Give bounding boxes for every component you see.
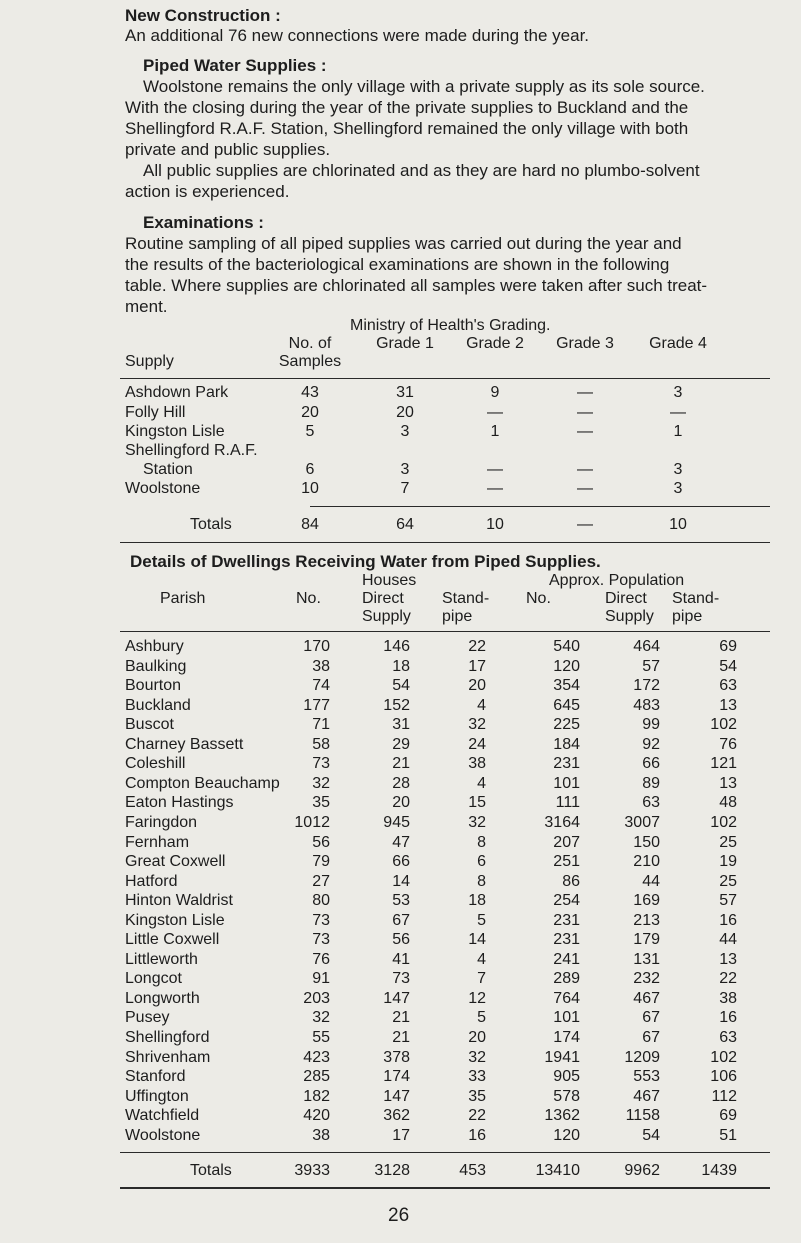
t2-cell-pop-direct: 66	[642, 755, 660, 773]
t2-cell-pop-direct: 467	[633, 989, 660, 1007]
t2-cell-no: 74	[312, 677, 330, 695]
t2-cell-stand: 5	[477, 1009, 486, 1027]
t1-cell-g1: 3	[400, 423, 410, 440]
t2-cell-pop-no: 3164	[544, 813, 580, 831]
t1-cell-samples: 43	[301, 384, 319, 401]
dwellings-table-title: Details of Dwellings Receiving Water from Piped Supplies.	[130, 552, 601, 571]
t1-header-grade3: Grade 3	[556, 335, 614, 352]
piped-para1-line2: With the closing during the year of the private supplies to Buckland and the	[125, 98, 689, 117]
t2-cell-pop-stand: 102	[710, 1048, 737, 1066]
t1-cell-supply: Woolstone	[125, 480, 201, 497]
t2-cell-stand: 4	[477, 950, 486, 968]
t2-cell-no: 73	[312, 755, 330, 773]
t2-cell-no: 80	[312, 892, 330, 910]
t2-cell-no: 55	[312, 1029, 330, 1046]
t2-cell-stand: 32	[468, 716, 486, 734]
t1-totals-g3: —	[577, 516, 593, 533]
t2-cell-direct: 21	[392, 755, 410, 773]
t2-cell-direct: 67	[392, 911, 410, 929]
t2-cell-stand: 32	[468, 1048, 486, 1066]
t2-cell-no: 32	[312, 774, 330, 792]
t2-cell-parish: Woolstone	[125, 1126, 201, 1144]
t2-cell-no: 79	[312, 853, 330, 871]
t2-cell-direct: 54	[392, 677, 410, 695]
t1-cell-supply-line1: Shellingford R.A.F.	[125, 442, 258, 459]
exam-line4: ment.	[125, 297, 168, 316]
t2-cell-stand: 6	[477, 853, 486, 871]
t2-cell-parish: Coleshill	[125, 755, 186, 773]
t2-cell-parish: Great Coxwell	[125, 853, 226, 871]
t2-cell-pop-stand: 16	[719, 1009, 737, 1027]
t2-header-rule	[120, 631, 770, 632]
t2-cell-no: 32	[312, 1009, 330, 1027]
t2-cell-direct: 47	[392, 833, 410, 851]
t2-cell-no: 73	[312, 931, 330, 949]
t2-cell-pop-no: 578	[553, 1087, 580, 1105]
t1-cell-g2: —	[487, 404, 503, 421]
t2-cell-pop-stand: 13	[719, 774, 737, 792]
t1-cell-g1: 20	[396, 404, 414, 421]
t2-cell-pop-stand: 16	[719, 911, 737, 929]
t2-totals-direct: 3128	[374, 1162, 410, 1179]
piped-para2-line1: All public supplies are chlorinated and as they are hard no plumbo-solvent	[143, 161, 700, 180]
t2-cell-direct: 362	[383, 1107, 410, 1125]
t2-cell-parish: Longcot	[125, 970, 182, 988]
t1-cell-g1: 3	[400, 461, 410, 478]
t2-cell-parish: Compton Beauchamp	[125, 774, 280, 792]
t2-cell-pop-direct: 232	[633, 970, 660, 988]
t2-header-direct-1: Direct	[362, 590, 404, 607]
t2-cell-stand: 38	[468, 755, 486, 773]
t2-cell-direct: 152	[383, 696, 410, 714]
t2-cell-stand: 8	[477, 833, 486, 851]
page-number: 26	[388, 1205, 410, 1226]
t2-cell-parish: Littleworth	[125, 950, 198, 968]
t1-cell-samples: 20	[301, 404, 319, 421]
t2-totals-rule	[120, 1152, 770, 1153]
t2-cell-pop-stand: 57	[719, 892, 737, 910]
t2-cell-no: 73	[312, 911, 330, 929]
t1-cell-g4: 3	[673, 480, 683, 497]
t2-cell-no: 182	[303, 1087, 330, 1105]
t2-header-pop-direct-2: Supply	[605, 608, 654, 625]
t1-cell-g3: —	[577, 461, 593, 478]
t1-header-rule	[120, 378, 770, 379]
t2-cell-stand: 4	[477, 696, 486, 714]
exam-line2: the results of the bacteriological examinations are shown in the following	[125, 255, 670, 274]
t2-cell-pop-no: 540	[553, 638, 580, 655]
t2-cell-pop-direct: 54	[642, 1126, 660, 1144]
t2-cell-stand: 24	[468, 735, 486, 753]
t2-cell-pop-stand: 13	[719, 696, 737, 714]
t1-header-samples-2: Samples	[278, 353, 342, 370]
t1-cell-g1: 7	[400, 480, 410, 497]
t2-cell-parish: Eaton Hastings	[125, 794, 234, 812]
t2-cell-pop-direct: 57	[642, 657, 660, 675]
t2-cell-pop-no: 101	[553, 774, 580, 792]
t2-cell-pop-stand: 22	[719, 970, 737, 988]
t2-cell-pop-direct: 1209	[624, 1048, 660, 1066]
t1-cell-g4: 3	[673, 461, 683, 478]
t1-totals-g4: 10	[669, 516, 687, 533]
piped-para2-line2: action is experienced.	[125, 182, 290, 201]
t2-cell-pop-no: 289	[553, 970, 580, 988]
t1-header-grade1: Grade 1	[376, 335, 434, 352]
t2-cell-stand: 22	[468, 1107, 486, 1125]
t1-header-grade4: Grade 4	[649, 335, 707, 352]
t2-totals-pop-stand: 1439	[701, 1162, 737, 1179]
t2-totals-pop-direct: 9962	[624, 1162, 660, 1179]
t2-cell-pop-direct: 3007	[624, 813, 660, 831]
t2-cell-pop-direct: 44	[642, 872, 660, 890]
t2-cell-pop-stand: 106	[710, 1068, 737, 1086]
t2-cell-pop-stand: 76	[719, 735, 737, 753]
t2-cell-pop-no: 120	[553, 1126, 580, 1144]
t2-cell-pop-no: 1362	[544, 1107, 580, 1125]
t2-cell-pop-no: 174	[553, 1029, 580, 1046]
t1-cell-g4: 1	[673, 423, 683, 440]
t2-cell-direct: 146	[383, 638, 410, 655]
t2-totals-no: 3933	[294, 1162, 330, 1179]
t2-cell-no: 1012	[294, 813, 330, 831]
t1-cell-g3: —	[577, 404, 593, 421]
t2-cell-stand: 32	[468, 813, 486, 831]
t1-cell-g1: 31	[396, 384, 414, 401]
t2-cell-pop-direct: 464	[633, 638, 660, 655]
t1-cell-g3: —	[577, 423, 593, 440]
t2-cell-pop-stand: 102	[710, 716, 737, 734]
t2-cell-pop-stand: 121	[710, 755, 737, 773]
new-construction-text: An additional 76 new connections were made during the year.	[125, 26, 590, 45]
t2-cell-parish: Baulking	[125, 657, 187, 675]
t1-totals-label: Totals	[190, 516, 232, 533]
t2-header-no: No.	[296, 590, 321, 607]
t2-cell-parish: Little Coxwell	[125, 931, 220, 949]
t2-cell-direct: 21	[392, 1029, 410, 1046]
t2-cell-pop-direct: 67	[642, 1009, 660, 1027]
t2-cell-parish: Uffington	[125, 1087, 189, 1105]
t1-cell-g3: —	[577, 384, 593, 401]
t1-cell-g2: —	[487, 461, 503, 478]
t2-cell-direct: 66	[392, 853, 410, 871]
t1-header-grade2: Grade 2	[466, 335, 524, 352]
t1-header-samples-1: No. of	[288, 335, 332, 352]
t2-cell-pop-direct: 92	[642, 735, 660, 753]
t2-totals-stand: 453	[459, 1162, 486, 1179]
t2-cell-pop-no: 231	[553, 911, 580, 929]
t2-cell-pop-stand: 44	[719, 931, 737, 949]
t2-cell-parish: Charney Bassett	[125, 735, 244, 753]
t1-cell-g4: —	[670, 404, 686, 421]
t1-cell-g2: 9	[490, 384, 500, 401]
t2-bottom-rule	[120, 1187, 770, 1189]
t2-cell-pop-stand: 48	[719, 794, 737, 812]
t1-cell-g2: —	[487, 480, 503, 497]
piped-para1-line4: private and public supplies.	[125, 140, 331, 159]
t2-cell-parish: Pusey	[125, 1009, 170, 1027]
t2-cell-stand: 8	[477, 872, 486, 890]
t2-cell-stand: 4	[477, 774, 486, 792]
t2-cell-no: 420	[303, 1107, 330, 1125]
t2-cell-parish: Hatford	[125, 872, 178, 890]
heading-examinations: Examinations :	[143, 213, 264, 232]
grading-super-header: Ministry of Health's Grading.	[350, 317, 551, 334]
t2-cell-direct: 174	[383, 1068, 410, 1086]
t2-cell-pop-no: 645	[553, 696, 580, 714]
t1-cell-supply: Folly Hill	[125, 404, 186, 421]
t2-cell-no: 76	[312, 950, 330, 968]
t2-cell-parish: Watchfield	[125, 1107, 200, 1125]
t2-cell-pop-direct: 169	[633, 892, 660, 910]
t2-cell-pop-direct: 172	[633, 677, 660, 695]
t2-header-pop-no: No.	[526, 590, 551, 607]
t2-cell-pop-stand: 112	[711, 1087, 737, 1105]
t2-cell-parish: Kingston Lisle	[125, 911, 225, 929]
t2-cell-pop-stand: 69	[719, 638, 737, 655]
t2-cell-pop-stand: 69	[719, 1107, 737, 1125]
t2-cell-direct: 21	[392, 1009, 410, 1027]
heading-new-construction: New Construction :	[125, 6, 281, 25]
t2-cell-direct: 378	[383, 1048, 410, 1066]
t2-group-population: Approx. Population	[549, 572, 685, 589]
t2-cell-parish: Shellingford	[125, 1029, 210, 1046]
t2-cell-stand: 33	[468, 1068, 486, 1086]
t1-totals-samples: 84	[301, 516, 319, 533]
t2-cell-stand: 12	[468, 989, 486, 1007]
t2-cell-pop-direct: 179	[633, 931, 660, 949]
t2-cell-direct: 41	[392, 950, 410, 968]
t2-cell-pop-direct: 99	[642, 716, 660, 734]
t2-cell-pop-no: 120	[553, 657, 580, 675]
t2-cell-pop-no: 251	[553, 853, 580, 871]
t2-cell-parish: Buscot	[125, 716, 174, 734]
t2-cell-direct: 73	[392, 970, 410, 988]
t2-cell-pop-stand: 25	[719, 872, 737, 890]
t1-totals-g2: 10	[486, 516, 504, 533]
t2-cell-pop-direct: 467	[633, 1087, 660, 1105]
piped-para1-line1: Woolstone remains the only village with a private supply as its sole source.	[143, 77, 705, 96]
t2-cell-pop-direct: 67	[642, 1029, 660, 1046]
t2-cell-pop-direct: 150	[633, 833, 660, 851]
t1-bottom-rule	[120, 542, 770, 543]
t2-cell-stand: 20	[468, 677, 486, 695]
t2-header-pop-stand-1: Stand-	[672, 590, 720, 607]
t2-cell-stand: 5	[477, 911, 486, 929]
t2-cell-parish: Stanford	[125, 1068, 186, 1086]
t1-cell-g2: 1	[490, 423, 500, 440]
t2-cell-pop-no: 231	[553, 755, 580, 773]
t2-cell-pop-no: 111	[555, 794, 580, 812]
t2-cell-parish: Faringdon	[125, 813, 198, 831]
t1-cell-supply: Ashdown Park	[125, 384, 229, 401]
t2-cell-pop-no: 101	[553, 1009, 580, 1027]
t2-cell-direct: 945	[383, 813, 410, 831]
t1-cell-g4: 3	[673, 384, 683, 401]
t2-cell-no: 170	[303, 638, 330, 655]
t2-cell-parish: Buckland	[125, 696, 191, 714]
t2-cell-no: 203	[303, 989, 330, 1007]
t2-cell-parish: Hinton Waldrist	[125, 892, 233, 910]
t2-cell-no: 423	[303, 1048, 330, 1066]
t2-cell-pop-direct: 1158	[625, 1107, 660, 1125]
t2-cell-pop-stand: 63	[719, 1029, 737, 1046]
t2-cell-direct: 147	[383, 1087, 410, 1105]
t1-totals-rule	[310, 506, 770, 507]
t2-cell-direct: 56	[392, 931, 410, 949]
t2-header-stand-1: Stand-	[442, 590, 490, 607]
t2-cell-pop-no: 184	[553, 735, 580, 753]
piped-para1-line3: Shellingford R.A.F. Station, Shellingford remained the only village with both	[125, 119, 689, 138]
t2-cell-no: 71	[312, 716, 330, 734]
t2-cell-stand: 20	[468, 1029, 486, 1046]
t2-totals-pop-no: 13410	[535, 1162, 580, 1179]
t1-cell-supply: Station	[143, 461, 193, 478]
t2-cell-pop-stand: 54	[719, 657, 737, 675]
t2-header-parish: Parish	[160, 590, 206, 607]
t2-cell-stand: 7	[477, 970, 486, 988]
t2-cell-no: 58	[312, 735, 330, 753]
t2-cell-parish: Ashbury	[125, 638, 184, 655]
t2-cell-pop-no: 86	[562, 872, 580, 890]
t2-cell-stand: 17	[468, 657, 486, 675]
t2-cell-direct: 20	[392, 794, 410, 812]
t2-cell-stand: 18	[468, 892, 486, 910]
t2-cell-pop-stand: 38	[719, 989, 737, 1007]
t2-cell-parish: Shrivenham	[125, 1048, 211, 1066]
t1-cell-supply: Kingston Lisle	[125, 423, 225, 440]
t2-cell-direct: 31	[392, 716, 410, 734]
t1-cell-samples: 10	[301, 480, 319, 497]
t2-totals-label: Totals	[190, 1162, 232, 1179]
t2-cell-direct: 14	[392, 872, 410, 890]
t2-cell-no: 38	[312, 657, 330, 675]
t2-cell-parish: Fernham	[125, 833, 190, 851]
t2-group-houses: Houses	[362, 572, 417, 589]
t1-cell-g3: —	[577, 480, 593, 497]
t2-cell-pop-direct: 210	[633, 853, 660, 871]
t2-cell-pop-direct: 213	[633, 911, 660, 929]
t2-header-direct-2: Supply	[362, 608, 411, 625]
t2-cell-pop-stand: 63	[719, 677, 737, 695]
t2-cell-stand: 35	[468, 1087, 486, 1105]
t2-cell-no: 35	[312, 794, 330, 812]
t2-cell-pop-stand: 51	[719, 1126, 737, 1144]
t2-cell-pop-no: 764	[553, 989, 580, 1007]
t2-cell-pop-no: 231	[553, 931, 580, 949]
t2-cell-pop-direct: 63	[642, 794, 660, 812]
t2-cell-pop-direct: 89	[642, 774, 660, 792]
t2-cell-stand: 14	[468, 931, 486, 949]
t2-cell-pop-direct: 553	[633, 1068, 660, 1086]
t2-cell-stand: 22	[468, 638, 486, 655]
t2-cell-pop-stand: 102	[710, 813, 737, 831]
t2-cell-direct: 53	[392, 892, 410, 910]
exam-line1: Routine sampling of all piped supplies was carried out during the year and	[125, 234, 682, 253]
t2-header-stand-2: pipe	[442, 608, 473, 625]
heading-piped-water: Piped Water Supplies :	[143, 56, 327, 75]
t2-cell-parish: Bourton	[125, 677, 182, 695]
t2-cell-no: 285	[303, 1068, 330, 1086]
t2-cell-no: 27	[312, 872, 330, 890]
t2-cell-pop-no: 254	[553, 892, 580, 910]
t2-cell-direct: 29	[392, 735, 410, 753]
t2-cell-pop-no: 241	[553, 950, 580, 968]
t2-cell-pop-stand: 13	[719, 950, 737, 968]
t2-cell-pop-direct: 483	[633, 696, 660, 714]
t2-cell-no: 91	[312, 970, 330, 988]
t2-cell-pop-no: 905	[553, 1068, 580, 1086]
t2-cell-pop-direct: 131	[633, 950, 660, 968]
t2-cell-direct: 17	[392, 1126, 410, 1144]
t2-cell-pop-no: 1941	[544, 1048, 580, 1066]
t2-cell-direct: 18	[392, 657, 410, 675]
t2-cell-pop-no: 207	[553, 833, 580, 851]
t2-cell-no: 177	[303, 696, 330, 714]
t2-cell-pop-stand: 25	[719, 833, 737, 851]
t1-cell-samples: 5	[305, 423, 315, 440]
t2-cell-stand: 16	[468, 1126, 486, 1144]
t1-cell-samples: 6	[305, 461, 315, 478]
t2-cell-no: 38	[312, 1126, 330, 1144]
t2-cell-parish: Longworth	[125, 989, 200, 1007]
t2-cell-direct: 147	[383, 989, 410, 1007]
t1-header-supply: Supply	[125, 353, 174, 370]
t2-header-pop-stand-2: pipe	[672, 608, 703, 625]
t2-cell-pop-no: 354	[553, 677, 580, 695]
t2-cell-pop-no: 225	[553, 716, 580, 734]
t2-header-pop-direct-1: Direct	[605, 590, 647, 607]
t2-cell-pop-stand: 19	[719, 853, 737, 871]
t2-cell-no: 56	[312, 833, 330, 851]
exam-line3: table. Where supplies are chlorinated all samples were taken after such treat-	[125, 276, 708, 295]
t1-totals-g1: 64	[396, 516, 414, 533]
t2-cell-stand: 15	[468, 794, 486, 812]
t2-cell-direct: 28	[392, 774, 410, 792]
